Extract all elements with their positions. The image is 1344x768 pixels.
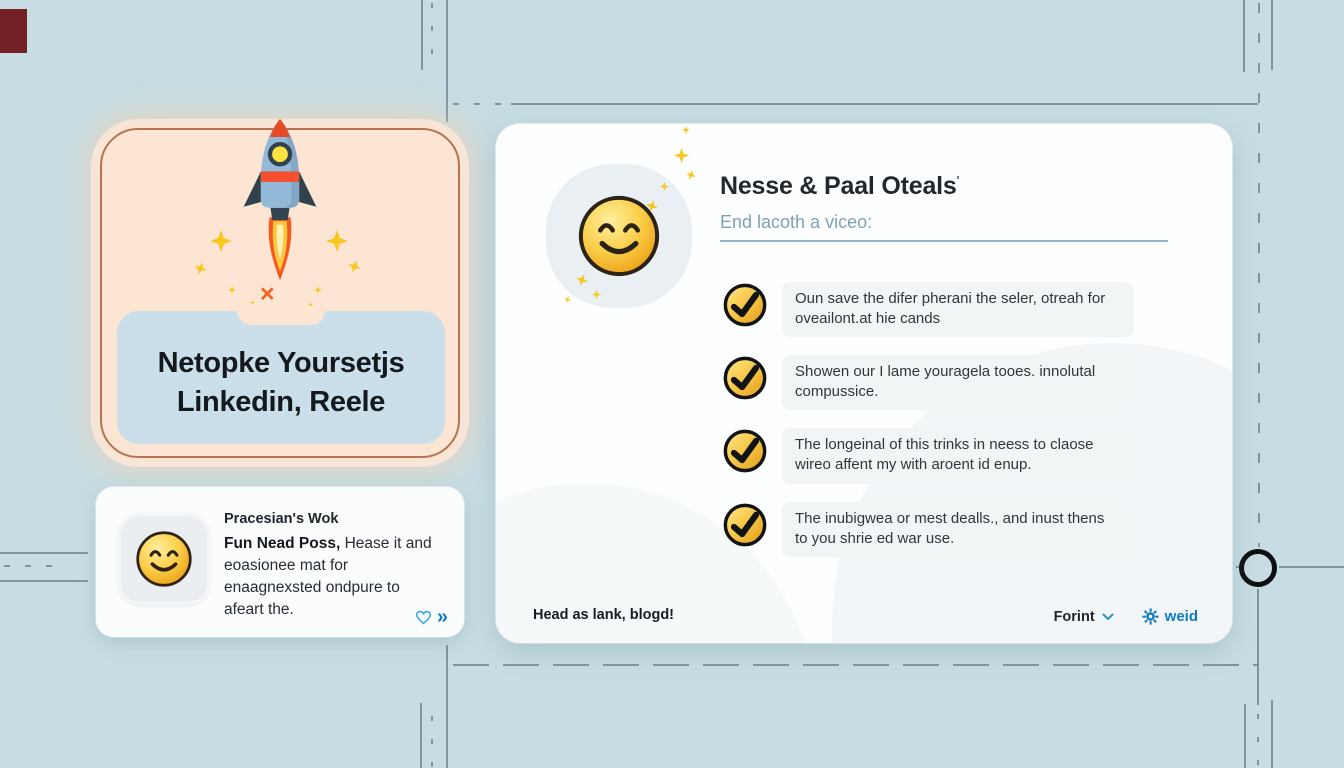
- page-title: [720, 172, 959, 201]
- checklist-item: [722, 502, 1192, 557]
- footer-note: Head as lank, blogd!: [533, 607, 674, 623]
- emoji-tile: [118, 513, 210, 605]
- heart-icon[interactable]: [415, 609, 432, 625]
- double-chevron-icon[interactable]: »: [436, 606, 448, 628]
- grid-line: [1257, 714, 1259, 768]
- chevron-down-icon: [1102, 613, 1114, 621]
- checklist-item-text: Showen our I lame youragela tooes. innolutal compussice.: [782, 355, 1134, 410]
- title-mark: ': [956, 173, 960, 188]
- sparkle-icon: [674, 148, 689, 163]
- grid-line: [1271, 700, 1273, 768]
- grid-line: [1271, 0, 1273, 70]
- sparkle-icon: [228, 286, 236, 294]
- mini-card-kicker: Pracesian's Wok: [224, 511, 339, 527]
- sparkle-icon: [346, 258, 362, 274]
- grid-line: [511, 103, 1258, 105]
- sparkle-icon: [192, 260, 208, 276]
- grid-line: [0, 552, 88, 554]
- promo-card: [100, 128, 460, 458]
- grid-line: [1258, 3, 1260, 547]
- font-menu-label: Forint: [1053, 608, 1095, 625]
- grid-line: [453, 103, 511, 105]
- check-icon: [722, 502, 768, 548]
- cross-icon: ×: [260, 280, 275, 308]
- sparkle-icon: [685, 169, 698, 182]
- grid-line: [431, 716, 433, 768]
- promo-title: [158, 334, 405, 421]
- rocket-icon: [237, 116, 323, 288]
- promo-title-line1: Netopke Yoursetjs: [157, 347, 405, 380]
- sparkle-icon: [563, 295, 572, 304]
- weid-button[interactable]: [1142, 608, 1198, 625]
- sparkle-icon: [682, 126, 690, 134]
- gear-icon: [1142, 608, 1159, 625]
- grid-line: [4, 565, 54, 567]
- sparkle-icon: [210, 230, 232, 252]
- checklist-item-text: The inubigwea or mest dealls., and inust thens to you shrie ed war use.: [782, 502, 1134, 557]
- mini-card-actions: [415, 607, 448, 627]
- grid-line: [453, 664, 1258, 666]
- weid-button-label: weid: [1164, 608, 1198, 625]
- mini-card-body-rest: Hease it and eoasionee mat for enaagnexsted ondpure to afeart the.: [224, 535, 432, 618]
- check-icon: [722, 428, 768, 474]
- sparkle-icon: [308, 302, 313, 307]
- sparkle-icon: [250, 300, 255, 305]
- red-artifact: [0, 9, 27, 53]
- mini-card-body: [224, 533, 432, 621]
- grid-line: [1243, 0, 1245, 72]
- circle-marker: [1239, 549, 1277, 587]
- grid-line: [1244, 704, 1246, 768]
- page-subtitle: End lacoth a viceo:: [720, 212, 873, 232]
- grid-line: [1279, 566, 1344, 568]
- font-menu-dropdown[interactable]: [1054, 609, 1114, 625]
- promo-title-line2: Linkedin, Reele: [176, 385, 386, 418]
- checklist-item: [722, 355, 1192, 410]
- sparkle-icon: [326, 230, 348, 252]
- checklist-item: [722, 282, 1192, 337]
- grid-line: [431, 3, 433, 61]
- grid-line: [446, 645, 448, 768]
- promo-caption: [117, 311, 445, 444]
- smiley-icon: [133, 528, 195, 590]
- page-title-text: Nesse & Paal Oteals: [720, 172, 957, 200]
- grid-line: [420, 703, 422, 768]
- emoji-blob: [546, 164, 692, 308]
- check-icon: [722, 355, 768, 401]
- grid-line: [0, 580, 88, 582]
- main-title-block: [720, 172, 959, 233]
- mini-card-body-lead: Fun Nead Poss,: [224, 535, 341, 552]
- checklist-item-text: The longeinal of this trinks in neess to claose wireo affent my with aroent id enup.: [782, 428, 1134, 483]
- grid-line: [1257, 589, 1259, 705]
- divider: [720, 240, 1168, 242]
- checklist: [722, 282, 1192, 575]
- grid-line: [446, 0, 448, 122]
- footer-actions: [1054, 608, 1198, 625]
- checklist-item-text: Oun save the difer pherani the seler, otreah for oveailont.at hie cands: [782, 282, 1134, 337]
- mini-card: [96, 487, 464, 637]
- check-icon: [722, 282, 768, 328]
- checklist-item: [722, 428, 1192, 483]
- grid-line: [421, 0, 423, 70]
- main-card: [496, 124, 1232, 643]
